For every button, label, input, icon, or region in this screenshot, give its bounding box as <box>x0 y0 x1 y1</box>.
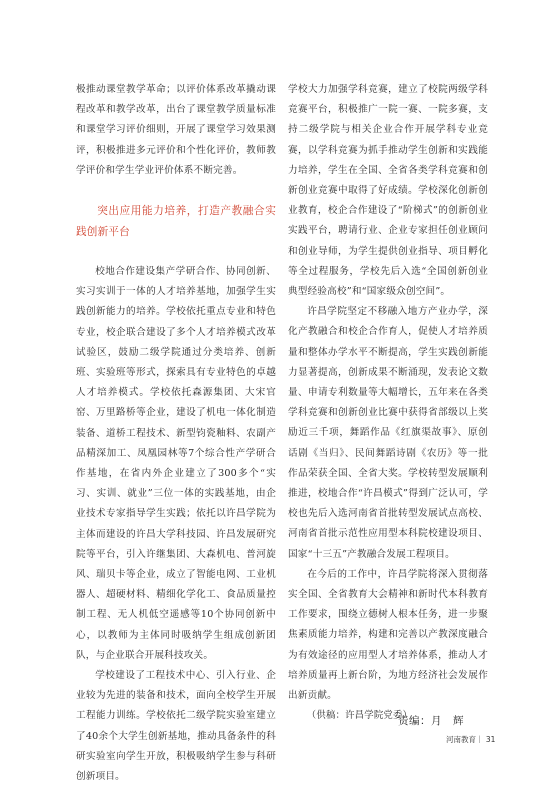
right-paragraph-3: 在今后的工作中，许昌学院将深入贯彻落实全国、全省教育大会精神和新时代本科教育工作要求，围绕立德树人根本任务，进一步聚焦素质能力培养，构建和完善以产教深度融合为有效途径的应用型人才培养体系，推动人才培养质量再上新台阶，为地方经济社会发展作出新贡献。 <box>288 568 488 702</box>
byline: （供稿：许昌学院党委） <box>306 710 413 722</box>
page-footer: 河南教育｜ 31 <box>446 735 496 744</box>
right-column <box>288 80 488 727</box>
left-column <box>76 80 276 787</box>
right-paragraph-2: 许昌学院坚定不移融入地方产业办学，深化产教融合和校企合作育人，促使人才培养质量和整体办学水平不断提高，学生实践创新能力显著提高，创新成果不断涌现，发表论文数量、申请专利数量等大幅增长，五年来在各类学科竞赛和创新创业比赛中获得省部级以上奖励近三千项，舞蹈作品《红旗渠故事》、原创话剧《当归》、民间舞蹈诗剧《农历》等一批作品荣获全国、全省大奖。学校转型发展顺利推进，校地合作“许昌模式”得到广泛认可，学校也先后入选河南省首批转型发展试点高校、河南省首批示范性应用型本科院校建设项目、国家“十三五”产教融合发展工程项目。 <box>288 306 488 560</box>
left-paragraph-1: 极推动课堂教学革命；以评价体系改革撬动课程改革和教学改革，出台了课堂教学质量标准和课堂学习评价细则，开展了课堂学习效果测评，积极推进多元评价和个性化评价，教师教学评价和学生学业评价体系不断完善。 <box>76 84 276 176</box>
right-paragraph-1: 学校大力加强学科竞赛，建立了校院两级学科竞赛平台，积极推广一院一赛、一院多赛，支持二级学院与相关企业合作开展学科专业竞赛，以学科竞赛为抓手推动学生创新和实践能力培养，学生在全国、全省各类学科竞赛和创新创业竞赛中取得了好成绩。学校深化创新创业教育，校企合作建设了“阶梯式”的创新创业实践平台，聘请行业、企业专家担任创业顾问和创业导师，为学生提供创业指导、项目孵化等全过程服务，学校先后入选“全国创新创业典型经验高校”和“国家级众创空间”。 <box>288 84 488 298</box>
editor-credit: 责编：月 辉 <box>398 715 464 727</box>
left-paragraph-2: 校地合作建设集产学研合作、协同创新、实习实训于一体的人才培养基地，加强学生实践创新能力的培养。学校依托重点专业和特色专业，校企联合建设了多个人才培养模式改革试验区，鼓励二级学院通过分类培养、创新班、实验班等形式，探索具有专业特色的卓越人才培养模式。学校依托森源集团、大宋官窑、万里路桥等企业，建设了机电一体化制造装备、道桥工程技术、新型钧瓷釉料、农副产品精深加工、凤凰园林等7个综合性产学研合作基地，在省内外企业建立了300多个“实习、实训、就业”三位一体的实践基地，由企业技术专家指导学生实践；依托以许昌学院为主体而建设的许昌大学科技园、许昌发展研究院等平台，引入许继集团、大森机电、普河旋风、瑞贝卡等企业，成立了智能电网、工业机器人、超硬材料、精细化学化工、食品质量控制工程、无人机低空遥感等10个协同创新中心，以教师为主体同时吸纳学生组成创新团队，与企业联合开展科技攻关。 <box>76 266 276 661</box>
section-heading: 突出应用能力培养，打造产教融合实践创新平台 <box>76 205 276 238</box>
left-paragraph-3: 学校建设了工程技术中心、引入行业、企业较为先进的装备和技术，面向全校学生开展工程能力训练。学校依托二级学院实验室建立了40余个大学生创新基地，推动具备条件的科研实验室向学生开放，积极吸纳学生参与科研创新项目。 <box>76 670 276 783</box>
